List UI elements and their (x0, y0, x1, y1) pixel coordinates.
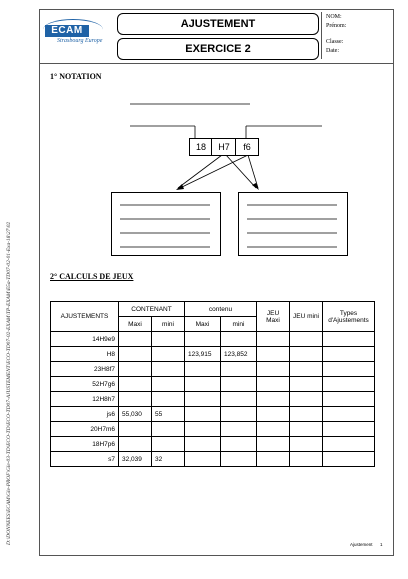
cell-contenu-mini (221, 332, 257, 347)
cell-contenu-mini (221, 407, 257, 422)
cell-jeu-mini (290, 347, 323, 362)
answer-box-left-lines (112, 193, 220, 255)
page-number: 1 (380, 542, 383, 547)
cell-contenant-mini (152, 362, 185, 377)
cell-jeu-maxi (257, 392, 290, 407)
info-nom: NOM: (326, 14, 342, 20)
cell-contenant-maxi (119, 422, 152, 437)
answer-box-left (111, 192, 221, 256)
subheader-contenant-maxi: Maxi (119, 317, 152, 332)
header-ajustements: AJUSTEMENTS (51, 302, 119, 332)
side-file-path: D:\DONNEES\ECAM\Gle-PROF\Gle-03-TD\ECO-TD\ECO-TD07-AJUSTEMENT\ECO-TD07-02-EXAM\TP-EXAM\E5a-TD07-02-01-Exa-18\27\02 (6, 221, 12, 545)
table-row (51, 347, 375, 362)
table-row (51, 377, 375, 392)
info-prenom: Prénom: (326, 23, 347, 29)
logo-mark: ECAM (45, 25, 89, 37)
row-fit: s7 (51, 452, 119, 467)
cell-jeu-mini (290, 437, 323, 452)
logo-subtitle: Strasbourg Europe (57, 38, 103, 44)
cell-jeu-maxi (257, 437, 290, 452)
row-fit: 18H7p6 (51, 437, 119, 452)
answer-box-right (238, 192, 348, 256)
info-classe: Classe: (326, 39, 344, 45)
section-calculs-title: 2° CALCULS DE JEUX (50, 272, 134, 281)
cell-type (323, 377, 375, 392)
section-notation-title: 1° NOTATION (50, 72, 102, 81)
cell-jeu-mini (290, 362, 323, 377)
table-row (51, 332, 375, 347)
table-row (51, 362, 375, 377)
cell-contenant-mini (152, 422, 185, 437)
cell-jeu-maxi (257, 407, 290, 422)
table-row (51, 452, 375, 467)
cell-contenant-maxi (119, 347, 152, 362)
cell-contenu-maxi (185, 362, 221, 377)
tolerance-shaft: f6 (235, 138, 259, 156)
cell-type (323, 347, 375, 362)
arrow-line-3 (248, 155, 258, 188)
row-fit: 20H7m6 (51, 422, 119, 437)
cell-contenant-maxi (119, 437, 152, 452)
table-row (51, 437, 375, 452)
cell-contenu-maxi (185, 437, 221, 452)
subheader-contenu-mini: mini (221, 317, 257, 332)
answer-box-right-lines (239, 193, 347, 255)
cell-jeu-maxi (257, 422, 290, 437)
cell-contenu-maxi (185, 452, 221, 467)
cell-type (323, 362, 375, 377)
cell-jeu-mini (290, 422, 323, 437)
subheader-contenu-maxi: Maxi (185, 317, 221, 332)
cell-contenu-mini (221, 362, 257, 377)
clearance-table (50, 301, 375, 467)
footer-label: Ajustement (350, 542, 373, 547)
arrow-line-2 (180, 155, 248, 188)
cell-contenant-maxi (119, 377, 152, 392)
info-date: Date: (326, 48, 339, 54)
row-fit: 14H9e9 (51, 332, 119, 347)
cell-contenu-maxi (185, 377, 221, 392)
tolerance-nominal: 18 (189, 138, 213, 156)
cell-jeu-maxi (257, 452, 290, 467)
cell-contenant-mini (152, 347, 185, 362)
subheader-contenant-mini: mini (152, 317, 185, 332)
cell-contenant-mini (152, 377, 185, 392)
row-fit: 12H8h7 (51, 392, 119, 407)
row-fit: 23H8f7 (51, 362, 119, 377)
cell-jeu-mini (290, 452, 323, 467)
cell-contenu-mini (221, 452, 257, 467)
cell-contenant-maxi (119, 332, 152, 347)
cell-jeu-mini (290, 407, 323, 422)
arrow-line-1 (178, 155, 222, 188)
header-contenant: CONTENANT (119, 302, 185, 317)
cell-contenant-maxi (119, 392, 152, 407)
cell-type (323, 392, 375, 407)
cell-jeu-mini (290, 377, 323, 392)
row-fit: js6 (51, 407, 119, 422)
cell-contenant-mini: 55 (152, 407, 185, 422)
cell-contenu-mini (221, 377, 257, 392)
cell-type (323, 407, 375, 422)
cell-jeu-mini (290, 332, 323, 347)
cell-jeu-mini (290, 392, 323, 407)
subtitle-box: EXERCICE 2 (117, 38, 319, 60)
cell-contenu-maxi (185, 332, 221, 347)
cell-contenant-maxi: 32,039 (119, 452, 152, 467)
cell-contenu-maxi (185, 407, 221, 422)
header-types: Types d'Ajustements (323, 302, 375, 332)
cell-type (323, 437, 375, 452)
table-row (51, 392, 375, 407)
cell-jeu-maxi (257, 347, 290, 362)
arrow-line-4 (226, 155, 256, 188)
cell-contenu-mini: 123,852 (221, 347, 257, 362)
cell-contenant-mini: 32 (152, 452, 185, 467)
cell-contenant-maxi (119, 362, 152, 377)
header-jeu-mini: JEU mini (290, 302, 323, 332)
cell-contenu-maxi (185, 422, 221, 437)
cell-contenant-maxi: 55,030 (119, 407, 152, 422)
table-row (51, 422, 375, 437)
cell-contenant-mini (152, 437, 185, 452)
cell-contenu-maxi: 123,915 (185, 347, 221, 362)
header-jeu-maxi: JEU Maxi (257, 302, 290, 332)
cell-contenu-mini (221, 437, 257, 452)
row-fit: 52H7g6 (51, 377, 119, 392)
cell-contenu-mini (221, 392, 257, 407)
cell-type (323, 422, 375, 437)
cell-contenant-mini (152, 392, 185, 407)
cell-type (323, 332, 375, 347)
cell-contenant-mini (152, 332, 185, 347)
tolerance-hole: H7 (211, 138, 237, 156)
table-row (51, 407, 375, 422)
cell-contenu-maxi (185, 392, 221, 407)
cell-type (323, 452, 375, 467)
title-box: AJUSTEMENT (117, 13, 319, 35)
cell-jeu-maxi (257, 377, 290, 392)
cell-jeu-maxi (257, 362, 290, 377)
cell-jeu-maxi (257, 332, 290, 347)
row-fit: H8 (51, 347, 119, 362)
cell-contenu-mini (221, 422, 257, 437)
header-contenu: contenu (185, 302, 257, 317)
